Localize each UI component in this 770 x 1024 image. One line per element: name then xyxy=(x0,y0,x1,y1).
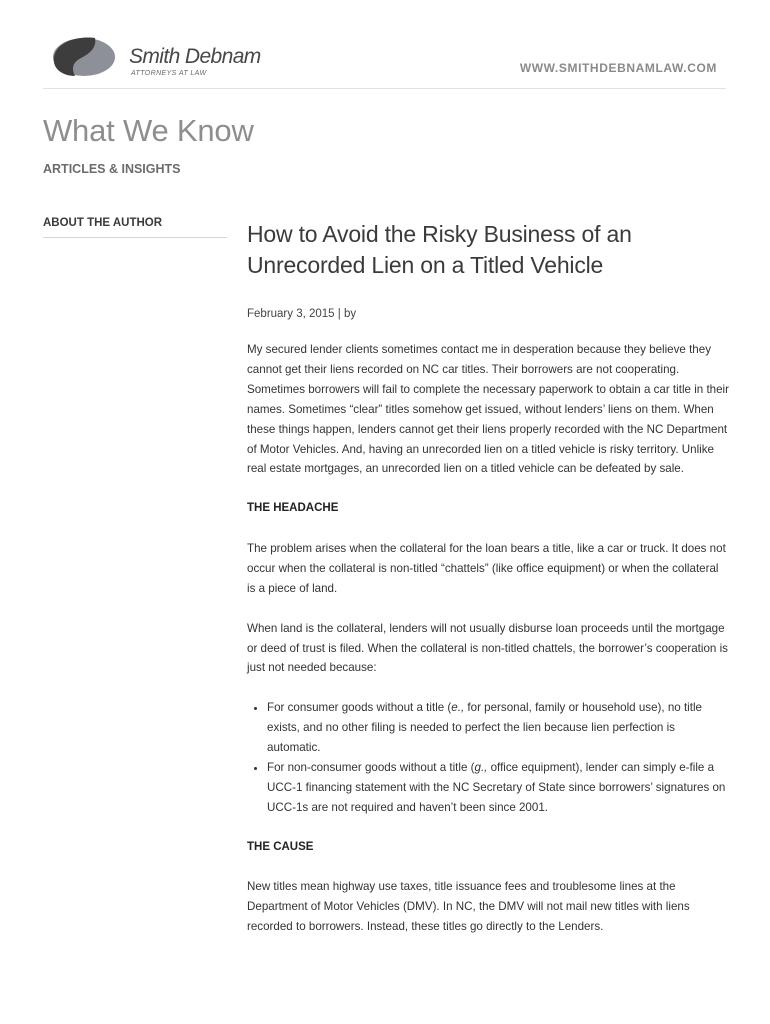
logo-mark-icon xyxy=(51,36,117,78)
section-title: What We Know xyxy=(43,113,254,148)
article xyxy=(247,219,730,957)
list-item-abbrev: g., xyxy=(474,760,488,774)
cause-heading: THE CAUSE xyxy=(247,840,314,853)
list-item-text: For non-consumer goods without a title ( xyxy=(267,760,475,774)
list-item-text: For consumer goods without a title ( xyxy=(267,701,452,715)
about-author-heading: ABOUT THE AUTHOR xyxy=(43,217,227,238)
logo-name: Smith Debnam xyxy=(129,45,261,68)
site-url-link[interactable]: WWW.SMITHDEBNAMLAW.COM xyxy=(519,61,717,75)
section-subtitle: ARTICLES & INSIGHTS xyxy=(43,162,181,176)
list-item-abbrev: e., xyxy=(451,701,465,715)
list-item-text: office equipment), lender can simply e-file a UCC-1 financing statement with the NC Secretary of State since borrowers’ signatures on UCC-1s are not required and haven’t been since 2001. xyxy=(267,760,726,814)
article-title: How to Avoid the Risky Business of an Unrecorded Lien on a Titled Vehicle xyxy=(247,221,632,278)
headache-paragraph-2: When land is the collateral, lenders will not usually disburse loan proceeds until the mortgage or deed of trust is filed. When the collateral is non-titled chattels, the borrower’s cooperation is just not needed because: xyxy=(247,621,728,675)
collateral-list xyxy=(247,698,730,817)
list-item xyxy=(267,758,730,818)
page-header xyxy=(43,36,726,89)
intro-paragraph: My secured lender clients sometimes contact me in desperation because they believe they cannot get their liens recorded on NC car titles. Their borrowers are not cooperating. Sometimes borrowers will fail to complete the necessary paperwork to obtain a car title in their names. Sometimes “clear” titles somehow get issued, without lenders’ liens on them. When these things happen, lenders cannot get their liens properly recorded with the NC Department of Motor Vehicles. And, having an unrecorded lien on a titled vehicle is risky territory. Unlike real estate mortgages, an unrecorded lien on a titled vehicle can be defeated by sale. xyxy=(247,343,729,476)
logo-tagline: ATTORNEYS AT LAW xyxy=(131,70,207,77)
headache-paragraph-1: The problem arises when the collateral for the loan bears a title, like a car or truck. It does not occur when the collateral is non-titled “chattels” (like office equipment) or when the collateral is a piece of land. xyxy=(247,542,726,595)
cause-paragraph-1: New titles mean highway use taxes, title issuance fees and troublesome lines at the Department of Motor Vehicles (DMV). In NC, the DMV will not mail new titles with liens recorded to borrowers. Instead, these titles go directly to the Lenders. xyxy=(247,880,690,934)
list-item-text: for personal, family or household use), no title exists, and no other filing is needed to perfect the lien because lien perfection is automatic. xyxy=(267,701,702,755)
headache-heading: THE HEADACHE xyxy=(247,502,339,515)
smith-debnam-logo[interactable] xyxy=(51,36,291,82)
article-meta: February 3, 2015 | by xyxy=(247,308,357,320)
list-item xyxy=(267,698,730,758)
